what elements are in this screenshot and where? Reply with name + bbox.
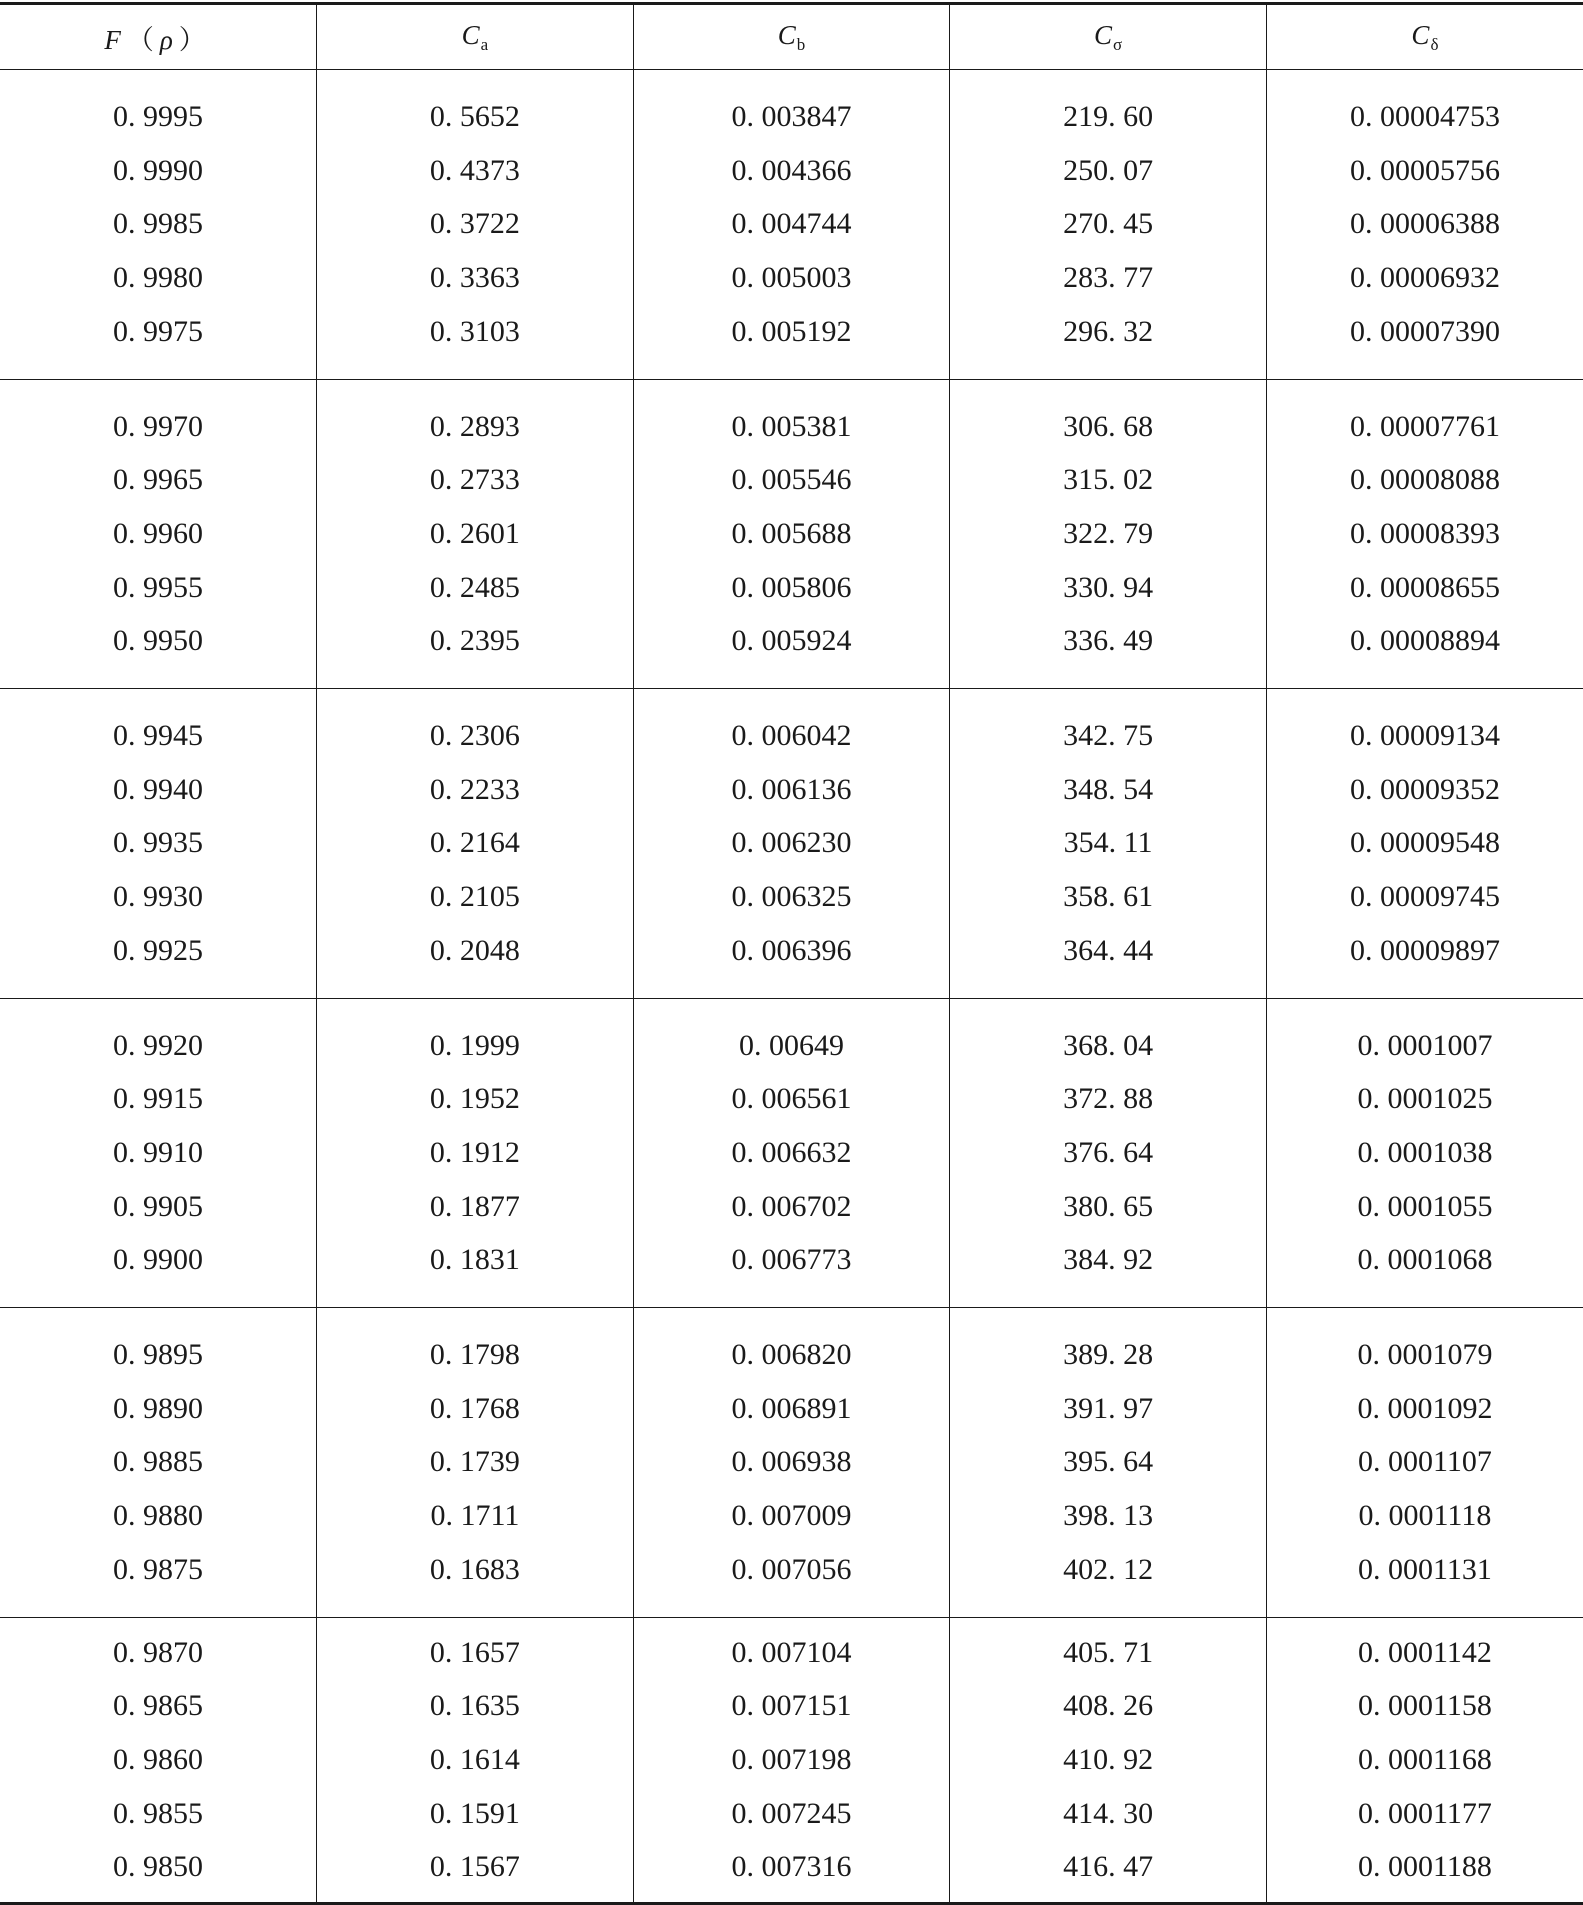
cell-cdelta [1266,689,1583,999]
cell-f-rho [0,1308,317,1618]
cell-csigma [950,998,1267,1308]
value-csigma: 342. 75 [1063,719,1154,753]
value-ca: 0. 2601 [429,516,520,550]
value-ca: 0. 1831 [429,1243,520,1277]
row-group [0,379,1583,689]
value-csigma: 364. 44 [1063,933,1154,967]
value-f-rho: 0. 9970 [113,409,204,443]
value-cdelta: 0. 00008393 [1349,516,1500,550]
cell-cb [633,1617,950,1904]
value-ca: 0. 3363 [429,261,520,295]
value-cdelta: 0. 0001068 [1357,1243,1493,1277]
value-cdelta: 0. 0001131 [1357,1552,1492,1586]
value-csigma: 398. 13 [1063,1499,1154,1533]
value-cdelta: 0. 00006932 [1349,261,1500,295]
value-cb: 0. 006773 [731,1243,852,1277]
value-cb: 0. 004366 [731,153,852,187]
value-csigma: 391. 97 [1063,1391,1154,1425]
value-cb: 0. 005688 [731,516,852,550]
value-cb: 0. 005003 [731,261,852,295]
cell-csigma [950,1617,1267,1904]
value-cdelta: 0. 0001118 [1358,1499,1492,1533]
value-cdelta: 0. 00009352 [1349,772,1500,806]
value-ca: 0. 1657 [429,1635,520,1669]
value-cdelta: 0. 00009548 [1349,826,1500,860]
value-f-rho: 0. 9965 [113,463,204,497]
value-ca: 0. 1768 [429,1391,520,1425]
value-csigma: 336. 49 [1063,624,1154,658]
cell-f-rho [0,1617,317,1904]
value-cb: 0. 005924 [731,624,852,658]
value-f-rho: 0. 9980 [113,261,204,295]
value-ca: 0. 2048 [429,933,520,967]
table-row [0,70,1583,380]
value-f-rho: 0. 9905 [113,1189,204,1223]
value-cb: 0. 007245 [731,1796,852,1830]
value-cdelta: 0. 0001025 [1357,1082,1493,1116]
value-ca: 0. 1877 [429,1189,520,1223]
value-cb: 0. 006702 [731,1189,852,1223]
value-cb: 0. 003847 [731,100,852,133]
value-csigma: 315. 02 [1063,463,1154,497]
value-f-rho: 0. 9885 [113,1445,204,1479]
value-cdelta: 0. 00007390 [1349,314,1500,348]
cell-f-rho [0,379,317,689]
row-group [0,689,1583,999]
header-ca [317,4,634,70]
cell-ca [317,1308,634,1618]
value-cb: 0. 006396 [731,933,852,967]
header-cb [633,4,950,70]
value-cb: 0. 005546 [731,463,852,497]
cell-cdelta [1266,70,1583,380]
row-group [0,70,1583,380]
value-cdelta: 0. 00004753 [1349,100,1500,133]
value-cb: 0. 006820 [731,1338,852,1372]
value-ca: 0. 1798 [429,1338,520,1372]
value-csigma: 416. 47 [1063,1850,1154,1884]
value-f-rho: 0. 9920 [113,1028,204,1062]
value-ca: 0. 4373 [429,153,520,187]
table-header [0,4,1583,70]
value-cdelta: 0. 00008894 [1349,624,1500,658]
value-csigma: 389. 28 [1063,1338,1154,1372]
value-ca: 0. 2395 [429,624,520,658]
value-cdelta: 0. 0001007 [1357,1028,1493,1062]
cell-f-rho [0,689,317,999]
cell-ca [317,689,634,999]
value-f-rho: 0. 9880 [113,1499,204,1533]
value-f-rho: 0. 9900 [113,1243,204,1277]
cell-ca [317,1617,634,1904]
value-cdelta: 0. 0001142 [1357,1635,1492,1669]
header-csigma [950,4,1267,70]
value-cdelta: 0. 00005756 [1349,153,1500,187]
header-cdelta-var: C [1411,19,1430,50]
cell-cb [633,70,950,380]
value-csigma: 219. 60 [1063,100,1154,133]
table-row [0,1617,1583,1904]
value-f-rho: 0. 9875 [113,1552,204,1586]
header-f-inner: ρ [159,24,173,55]
value-csigma: 354. 11 [1063,826,1153,860]
value-cdelta: 0. 0001079 [1357,1338,1493,1372]
value-f-rho: 0. 9945 [113,719,204,753]
row-group [0,998,1583,1308]
cell-cb [633,689,950,999]
value-ca: 0. 3103 [429,314,520,348]
header-ca-var: C [461,19,480,50]
value-f-rho: 0. 9850 [113,1850,204,1884]
cell-csigma [950,379,1267,689]
value-ca: 0. 1952 [429,1082,520,1116]
value-cb: 0. 007198 [731,1742,852,1776]
value-ca: 0. 2733 [429,463,520,497]
cell-csigma [950,70,1267,380]
value-cdelta: 0. 0001188 [1357,1850,1492,1884]
header-csigma-var: C [1093,19,1112,50]
value-cb: 0. 006230 [731,826,852,860]
row-group [0,1308,1583,1618]
coefficient-table [0,2,1583,1905]
value-f-rho: 0. 9915 [113,1082,204,1116]
header-cdelta [1266,4,1583,70]
header-f-rho [0,4,317,70]
value-cb: 0. 007151 [731,1689,852,1723]
cell-ca [317,998,634,1308]
value-csigma: 330. 94 [1063,570,1154,604]
value-ca: 0. 1635 [429,1689,520,1723]
value-ca: 0. 2105 [429,880,520,914]
value-f-rho: 0. 9940 [113,772,204,806]
table-row [0,998,1583,1308]
value-cdelta: 0. 0001038 [1357,1135,1493,1169]
value-cb: 0. 005806 [731,570,852,604]
value-ca: 0. 1567 [429,1850,520,1884]
value-cb: 0. 00649 [738,1028,844,1062]
value-cb: 0. 006938 [731,1445,852,1479]
cell-cb [633,1308,950,1618]
value-cdelta: 0. 0001177 [1357,1796,1492,1830]
value-f-rho: 0. 9860 [113,1742,204,1776]
value-cdelta: 0. 0001168 [1357,1742,1492,1776]
value-f-rho: 0. 9925 [113,933,204,967]
value-ca: 0. 3722 [429,207,520,241]
value-cb: 0. 005381 [731,409,852,443]
cell-cdelta [1266,998,1583,1308]
header-cb-sub: b [796,34,806,54]
value-ca: 0. 2485 [429,570,520,604]
value-cdelta: 0. 00006388 [1349,207,1500,241]
value-cb: 0. 006632 [731,1135,852,1169]
value-f-rho: 0. 9975 [113,314,204,348]
value-cdelta: 0. 0001055 [1357,1189,1493,1223]
value-csigma: 306. 68 [1063,409,1154,443]
value-f-rho: 0. 9990 [113,153,204,187]
value-f-rho: 0. 9870 [113,1635,204,1669]
value-cb: 0. 006561 [731,1082,852,1116]
value-csigma: 405. 71 [1063,1635,1154,1669]
value-csigma: 358. 61 [1063,880,1154,914]
value-cb: 0. 004744 [731,207,852,241]
value-cdelta: 0. 00007761 [1349,409,1500,443]
value-csigma: 296. 32 [1063,314,1154,348]
header-f-open: （ [126,24,154,55]
header-csigma-sub: σ [1113,34,1123,54]
value-f-rho: 0. 9910 [113,1135,204,1169]
value-ca: 0. 1912 [429,1135,520,1169]
cell-cb [633,998,950,1308]
row-group [0,1617,1583,1904]
value-cb: 0. 006042 [731,719,852,753]
header-ca-sub: a [480,34,489,54]
value-cb: 0. 006891 [731,1391,852,1425]
value-f-rho: 0. 9930 [113,880,204,914]
value-ca: 0. 2164 [429,826,520,860]
value-f-rho: 0. 9935 [113,826,204,860]
value-f-rho: 0. 9890 [113,1391,204,1425]
value-cdelta: 0. 0001107 [1357,1445,1492,1479]
value-f-rho: 0. 9895 [113,1338,204,1372]
value-cb: 0. 007104 [731,1635,852,1669]
value-csigma: 283. 77 [1063,261,1154,295]
value-ca: 0. 1614 [429,1742,520,1776]
value-csigma: 395. 64 [1063,1445,1154,1479]
value-csigma: 410. 92 [1063,1742,1154,1776]
value-f-rho: 0. 9865 [113,1689,204,1723]
header-f-close: ） [178,24,206,55]
value-ca: 0. 1739 [429,1445,520,1479]
value-cb: 0. 006136 [731,772,852,806]
value-csigma: 270. 45 [1063,207,1154,241]
value-cdelta: 0. 00009134 [1349,719,1500,753]
cell-csigma [950,689,1267,999]
header-cdelta-sub: δ [1430,34,1439,54]
cell-f-rho [0,70,317,380]
cell-csigma [950,1308,1267,1618]
value-cdelta: 0. 00009897 [1349,933,1500,967]
table-row [0,1308,1583,1618]
value-cb: 0. 006325 [731,880,852,914]
value-csigma: 402. 12 [1063,1552,1154,1586]
value-csigma: 376. 64 [1063,1135,1154,1169]
table-row [0,689,1583,999]
value-ca: 0. 1683 [429,1552,520,1586]
value-csigma: 384. 92 [1063,1243,1154,1277]
value-ca: 0. 5652 [429,100,520,133]
value-f-rho: 0. 9955 [113,570,204,604]
value-cdelta: 0. 0001092 [1357,1391,1493,1425]
value-csigma: 368. 04 [1063,1028,1154,1062]
value-ca: 0. 2893 [429,409,520,443]
value-csigma: 322. 79 [1063,516,1154,550]
value-ca: 0. 1591 [429,1796,520,1830]
header-row [0,4,1583,70]
value-f-rho: 0. 9985 [113,207,204,241]
header-cb-var: C [777,19,796,50]
value-csigma: 414. 30 [1063,1796,1154,1830]
value-f-rho: 0. 9855 [113,1796,204,1830]
value-cb: 0. 005192 [731,314,852,348]
value-csigma: 372. 88 [1063,1082,1154,1116]
value-f-rho: 0. 9995 [113,100,204,133]
value-csigma: 348. 54 [1063,772,1154,806]
cell-cdelta [1266,1308,1583,1618]
cell-cdelta [1266,379,1583,689]
value-f-rho: 0. 9950 [113,624,204,658]
value-csigma: 380. 65 [1063,1189,1154,1223]
table-row [0,379,1583,689]
cell-f-rho [0,998,317,1308]
cell-cb [633,379,950,689]
cell-ca [317,379,634,689]
value-cb: 0. 007056 [731,1552,852,1586]
value-csigma: 408. 26 [1063,1689,1154,1723]
value-ca: 0. 1711 [430,1499,520,1533]
value-ca: 0. 2233 [429,772,520,806]
value-cdelta: 0. 00008088 [1349,463,1500,497]
value-f-rho: 0. 9960 [113,516,204,550]
value-cb: 0. 007009 [731,1499,852,1533]
cell-cdelta [1266,1617,1583,1904]
header-f-var: F [104,24,121,55]
value-csigma: 250. 07 [1063,153,1154,187]
value-cdelta: 0. 0001158 [1357,1689,1492,1723]
value-cdelta: 0. 00009745 [1349,880,1500,914]
value-cdelta: 0. 00008655 [1349,570,1500,604]
value-ca: 0. 1999 [429,1028,520,1062]
cell-ca [317,70,634,380]
value-cb: 0. 007316 [731,1850,852,1884]
value-ca: 0. 2306 [429,719,520,753]
